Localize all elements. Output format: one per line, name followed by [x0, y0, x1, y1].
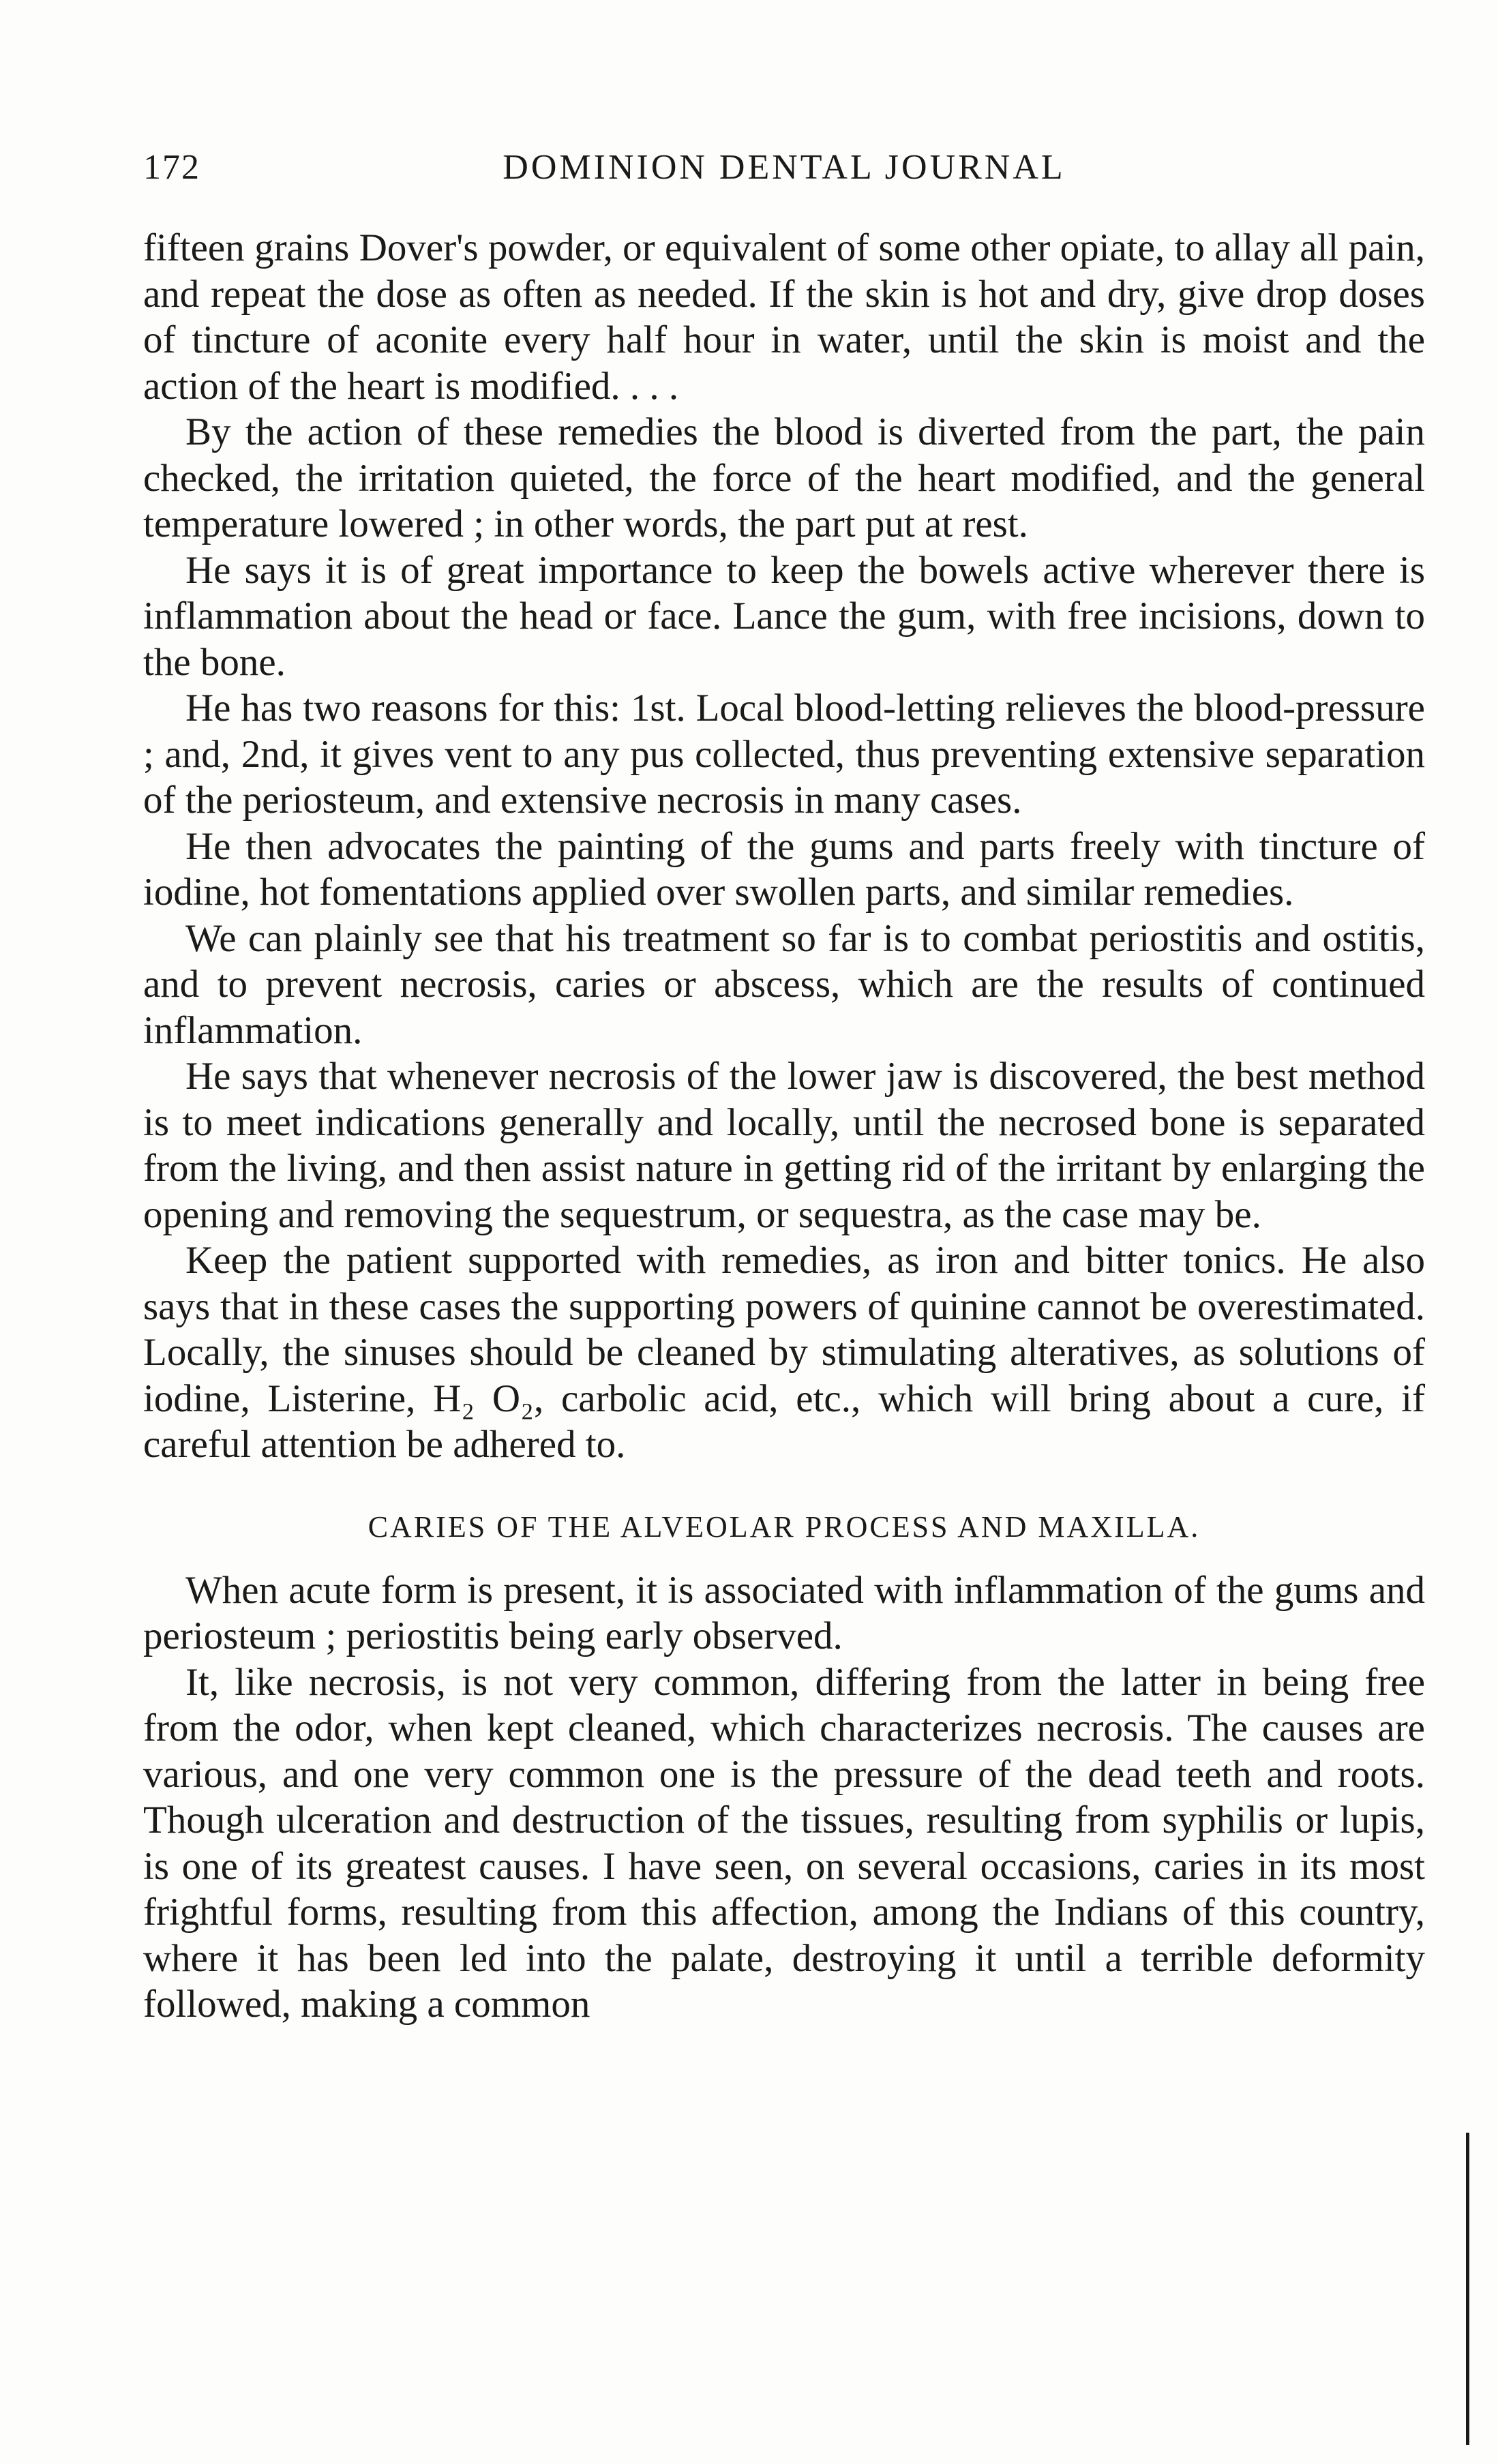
paragraph: We can plainly see that his treatment so far is to combat periostitis and ostitis, and to prevent necrosis, caries or abscess, which are the results of continued inflammation. — [143, 916, 1425, 1052]
paragraph: He then advocates the painting of the gums and parts freely with tincture of iodine, hot fomentations applied over swollen parts, and similar remedies. — [143, 824, 1425, 914]
paragraph: He says that whenever necrosis of the lower jaw is discovered, the best method is to meet indications generally and locally, until the necrosed bone is separated from the living, and then assist nature in getting rid of the irritant by enlarging the opening and removing the sequestrum, or sequestra, as the case may be. — [143, 1055, 1425, 1236]
paragraph: By the action of these remedies the blood is diverted from the part, the pain checked, the irritation quieted, the force of the heart modified, and the general temperature lowered ; in other words, the part put at rest. — [143, 410, 1425, 545]
section-heading: CARIES OF THE ALVEOLAR PROCESS AND MAXILLA. — [368, 1509, 1201, 1544]
paragraph: It, like necrosis, is not very common, differing from the latter in being free from the odor, when kept cleaned, which characterizes necrosis. The causes are various, and one very common one is the pressure of the dead teeth and roots. Though ulceration and destruction of the tissues, resulting from syphilis or lupis, is one of its greatest causes. I have seen, on several occasions, caries in its most frightful forms, resulting from this affection, among the Indians of this country, where it has been led into the palate, destroying it until a terrible deformity followed, making a common — [143, 1660, 1425, 2026]
page-number: 172 — [143, 148, 200, 187]
margin-rule — [1466, 2133, 1469, 2445]
paragraph: He has two reasons for this: 1st. Local blood-letting relieves the blood-pressure ; and, 2nd, it gives vent to any pus collected, thus preventing extensive separation of the periosteum, and extensive necrosis in many cases. — [143, 687, 1425, 822]
running-title: DOMINION DENTAL JOURNAL — [503, 148, 1066, 187]
article-body — [143, 225, 1425, 2028]
paragraph: He says it is of great importance to keep the bowels active wherever there is inflammation about the head or face. Lance the gum, with free incisions, down to the bone. — [143, 548, 1425, 684]
page-header — [143, 140, 1425, 195]
paragraph: When acute form is present, it is associated with inflammation of the gums and periosteum ; periostitis being early observed. — [143, 1568, 1425, 1657]
paragraph: fifteen grains Dover's powder, or equivalent of some other opiate, to allay all pain, and repeat the dose as often as needed. If the skin is hot and dry, give drop doses of tincture of aconite every half hour in water, until the skin is moist and the action of the heart is modified. . . . — [143, 226, 1425, 408]
paragraph: Keep the patient supported with remedies, as iron and bitter tonics. He also says that in these cases the supporting powers of quinine cannot be overestimated. Locally, the sinuses should be cleaned by stimulating alteratives, as solutions of iodine, Listerine, H₂ O₂, carbolic acid, etc., which will bring about a cure, if careful attention be adhered to. — [143, 1239, 1425, 1466]
